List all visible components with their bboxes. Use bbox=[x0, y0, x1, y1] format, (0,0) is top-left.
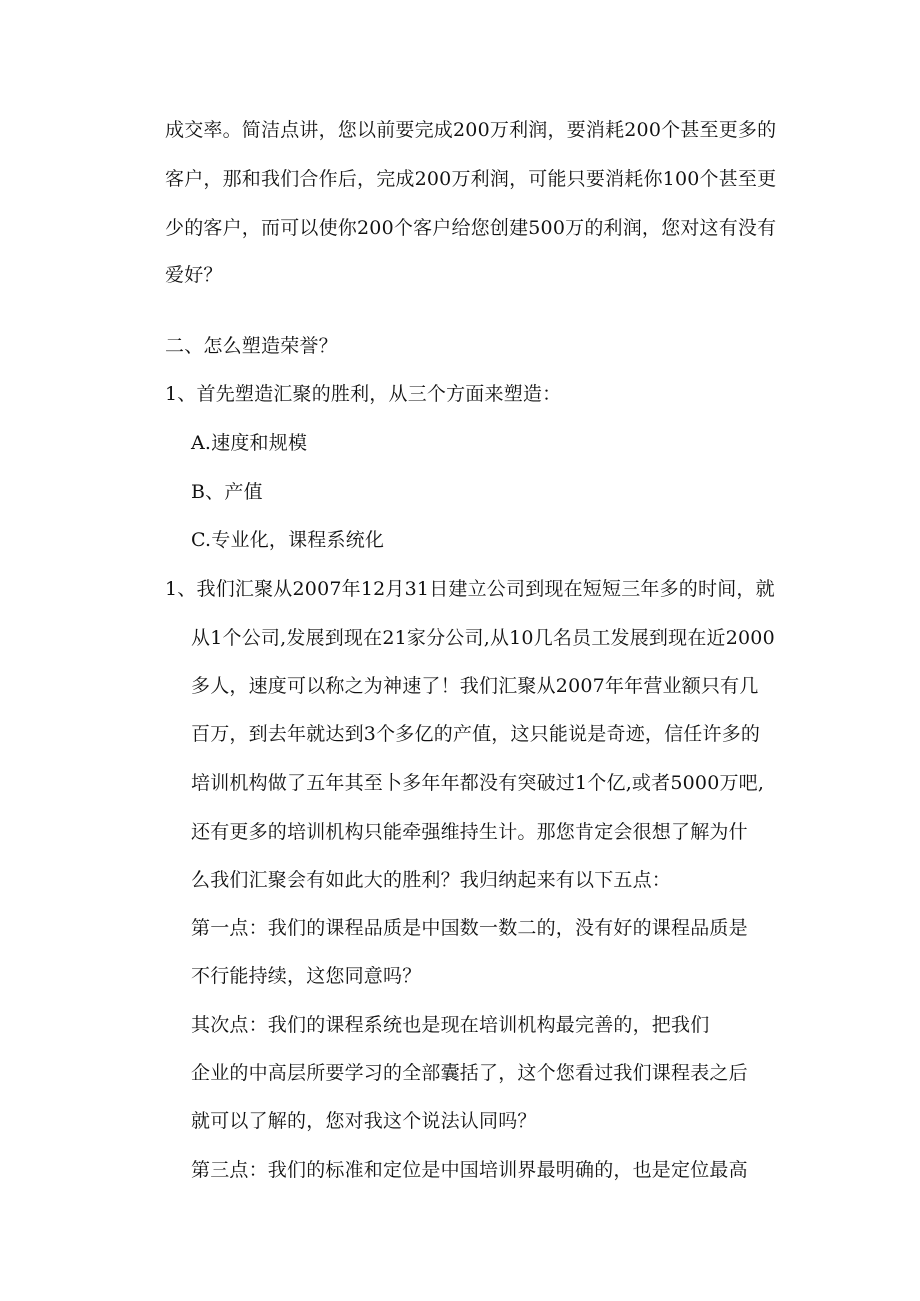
text-line: 第三点：我们的标准和定位是中国培训界最明确的，也是定位最高 bbox=[191, 1159, 748, 1181]
sub-point-item: C.专业化，课程系统化 bbox=[191, 529, 385, 551]
text-line: 培训机构做了五年其至卜多年年都没有突破过1个亿,或者5000万吧, bbox=[191, 772, 765, 794]
text-line: 百万，到去年就达到3个多亿的产值，这只能说是奇迹，信任许多的 bbox=[191, 723, 761, 745]
text-line: 少的客户，而可以使你200个客户给您创建500万的利润，您对这有没有 bbox=[165, 217, 777, 239]
text-line: 么我们汇聚会有如此大的胜利？我归纳起来有以下五点： bbox=[191, 869, 672, 891]
text-line: 爱好？ bbox=[165, 264, 223, 286]
text-line: 从1个公司,发展到现在21家分公司,从10几名员工发展到现在近2000 bbox=[191, 627, 775, 649]
sub-point-item: A.速度和规模 bbox=[191, 432, 308, 454]
point-heading: 1、首先塑造汇聚的胜利，从三个方面来塑造： bbox=[165, 383, 562, 405]
text-line: 第一点：我们的课程品质是中国数一数二的，没有好的课程品质是 bbox=[191, 917, 748, 939]
text-line: 其次点：我们的课程系统也是现在培训机构最完善的，把我们 bbox=[191, 1014, 710, 1036]
text-line: 成交率。简洁点讲，您以前要完成200万利润，要消耗200个甚至更多的 bbox=[165, 119, 777, 141]
section-heading: 二、怎么塑造荣誉？ bbox=[165, 335, 338, 357]
text-line: 1、我们汇聚从2007年12月31日建立公司到现在短短三年多的时间，就 bbox=[165, 578, 775, 600]
text-line: 多人，速度可以称之为神速了！我们汇聚从2007年年营业额只有几 bbox=[191, 675, 759, 697]
text-line: 客户，那和我们合作后，完成200万利润，可能只要消耗你100个甚至更 bbox=[165, 168, 777, 190]
text-line: 就可以了解的，您对我这个说法认同吗？ bbox=[191, 1110, 537, 1132]
sub-point-item: B、产值 bbox=[191, 481, 263, 503]
text-line: 还有更多的培训机构只能牵强维持生计。那您肯定会很想了解为什 bbox=[191, 821, 748, 843]
text-line: 不行能持续，这您同意吗？ bbox=[191, 965, 422, 987]
text-line: 企业的中高层所要学习的全部囊括了，这个您看过我们课程表之后 bbox=[191, 1062, 748, 1084]
